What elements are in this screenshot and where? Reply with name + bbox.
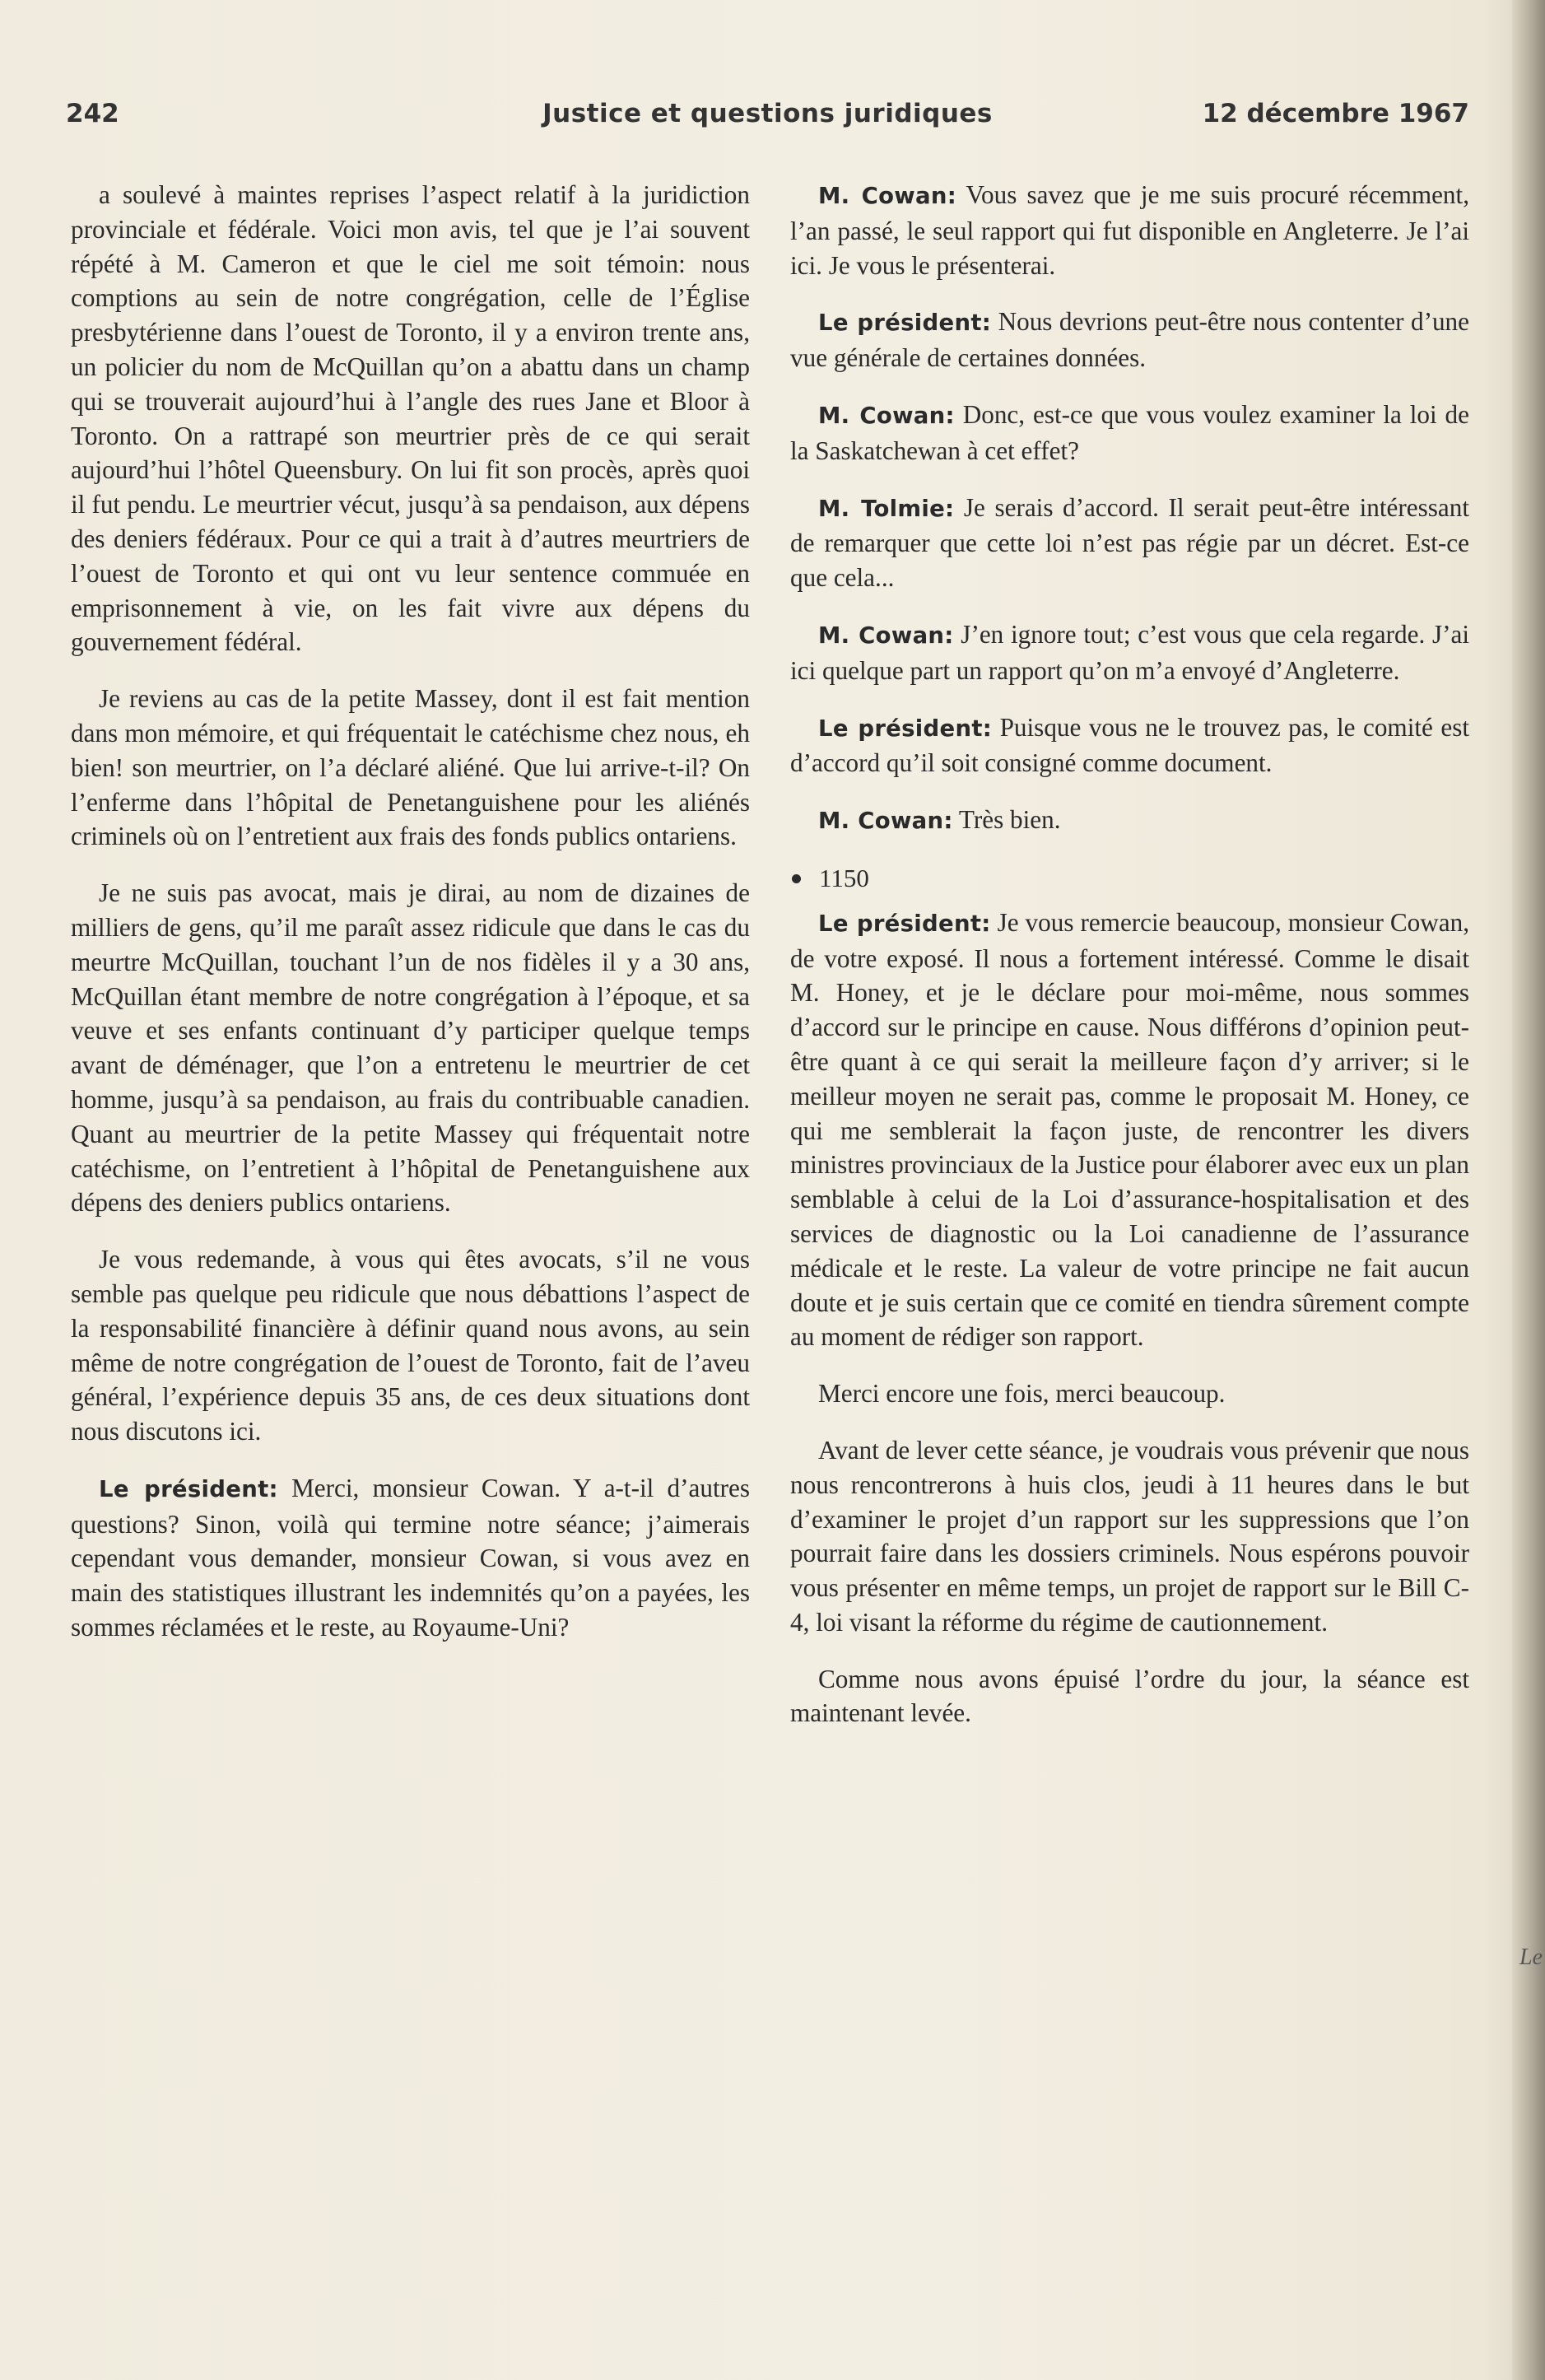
running-title: Justice et questions juridiques [542,99,993,128]
page-number: 242 [66,99,119,128]
speaker-name: M. Tolmie: [818,495,955,522]
paragraph-text: Donc, est-ce que vous voulez examiner la loi de la Saskatchewan à cet effet? [790,399,1469,465]
speaker-name: Le président: [99,1475,278,1502]
bullet-icon [792,874,801,883]
paragraph-text: a soulevé à maintes reprises l’aspect relatif à la juridiction provinciale et fédérale. Voici mon avis, tel que je l’ai souvent répété à M. Cameron et que le ciel me soit témoin: nous comptions au sein de notre congrégation, celle de l’Église presbytérienne dans l’ouest de Toronto, il y a environ trente ans, un policier du nom de McQuillan qu’on a abattu dans un champ qui se trouverait aujourd’hui à l’angle des rues Jane et Bloor à Toronto. On a rattrapé son meurtrier près de ce qui serait aujourd’hui l’hôtel Queensbury. On lui fit son procès, après quoi il fut pendu. Le meurtrier vécut, jusqu’à sa pendaison, aux dépens des deniers fédéraux. Pour ce qui a trait à d’autres meurtriers de l’ouest de Toronto et qui ont vu leur sentence commuée en emprisonnement à vie, on les fait vivre aux dépens du gouvernement fédéral. [71,180,750,657]
page-header [66,99,1469,148]
paragraph-text: Je vous remercie beaucoup, monsieur Cowan, de votre exposé. Il nous a fortement intéressé. Comme le disait M. Honey, et je le déclare pour moi-même, nous sommes d’accord sur le principe en cause. Nous différons d’opinion peut-être quant à ce qui serait la meilleure façon d’y arriver; si le meilleur moyen ne serait pas, comme le proposait M. Honey, ce qui me semblerait la façon juste, de rencontrer les divers ministres provinciaux de la Justice pour élaborer avec eux un plan semblable à celui de la Loi d’assurance-hospitalisation et des services de diagnostic ou la Loi canadienne de l’assurance médicale et le reste. La valeur de votre principe ne fait aucun doute et je suis certain que ce comité en tiendra sûrement compte au moment de rédiger son rapport. [790,907,1469,1352]
speaker-name: M. Cowan: [818,808,953,835]
paragraph [790,1376,1469,1411]
paragraph [790,1433,1469,1640]
time-marker-text: 1150 [819,863,869,892]
book-binding-edge [1512,0,1545,2380]
paragraph-text: Vous savez que je me suis procuré récemment, l’an passé, le seul rapport qui fut disponible en Angleterre. Je l’ai ici. Je vous le présenterai. [790,180,1469,280]
dialogue-paragraph [790,178,1469,282]
speaker-name: M. Cowan: [818,183,956,209]
right-column [790,178,1469,1753]
dialogue-paragraph [790,491,1469,595]
header-date: 12 décembre 1967 [1202,99,1469,128]
margin-annotation: Le [1519,1945,1543,1970]
speaker-name: M. Cowan: [818,622,954,649]
paragraph [71,682,750,854]
paragraph [71,876,750,1220]
paragraph-text: J’en ignore tout; c’est vous que cela regarde. J’ai ici quelque part un rapport qu’on m’a envoyé d’Angleterre. [790,619,1469,685]
paragraph [71,1242,750,1449]
paragraph-text: Je vous redemande, à vous qui êtes avocats, s’il ne vous semble pas quelque peu ridicule que nous débattions l’aspect de la responsabilité financière à définir quand nous avons, au sein même de notre congrégation de l’ouest de Toronto, fait de l’aveu général, l’expérience depuis 35 ans, de ces deux situations dont nous discutons ici. [71,1245,750,1446]
paragraph-text: Merci encore une fois, merci beaucoup. [818,1379,1226,1409]
speaker-name: Le président: [818,715,993,742]
time-marker [790,861,1469,896]
paragraph-text: Très bien. [952,805,1061,835]
paragraph [790,1662,1469,1731]
speaker-name: M. Cowan: [818,402,955,429]
speaker-name: Le président: [818,310,992,337]
paragraph-text: Avant de lever cette séance, je voudrais vous prévenir que nous nous rencontrerons à huis clos, jeudi à 11 heures dans le but d’examiner le projet d’un rapport sur les suppressions que l’on pourrait faire dans les dossiers criminels. Nous espérons pouvoir vous présenter en même temps, un projet de rapport sur le Bill C-4, loi visant la réforme du régime de cautionnement. [790,1435,1469,1637]
dialogue-paragraph [71,1471,750,1645]
dialogue-paragraph [790,710,1469,781]
dialogue-paragraph [790,803,1469,839]
paragraph-text: Puisque vous ne le trouvez pas, le comité est d’accord qu’il soit consigné comme document. [790,712,1469,778]
paragraph-text: Nous devrions peut-être nous contenter d’une vue générale de certaines données. [790,307,1469,373]
dialogue-paragraph [790,398,1469,468]
paragraph [71,178,750,659]
paragraph-text: Je reviens au cas de la petite Massey, dont il est fait mention dans mon mémoire, et qui fréquentait le catéchisme chez nous, eh bien! son meurtrier, on l’a déclaré aliéné. Que lui arrive-t-il? On l’enferme dans l’hôpital de Penetanguishene pour les aliénés criminels où on l’entretient aux frais des fonds publics ontariens. [71,684,750,851]
paragraph-text: Je serais d’accord. Il serait peut-être intéressant de remarquer que cette loi n’est pas régie par un décret. Est-ce que cela... [790,492,1470,593]
dialogue-paragraph [790,305,1469,375]
dialogue-paragraph [790,906,1469,1354]
paragraph-text: Comme nous avons épuisé l’ordre du jour, la séance est maintenant levée. [790,1664,1469,1728]
left-column [71,178,750,1667]
dialogue-paragraph [790,617,1469,688]
speaker-name: Le président: [818,910,991,937]
paragraph-text: Je ne suis pas avocat, mais je dirai, au nom de dizaines de milliers de gens, qu’il me paraît assez ridicule que dans le cas du meurtre McQuillan, touchant l’un de nos fidèles il y a 30 ans, McQuillan étant membre de notre congrégation à l’époque, et sa veuve et ses enfants continuant d’y participer quelque temps avant de déménager, que l’on a entretenu le meurtrier de cet homme, jusqu’à sa pendaison, au frais du contribuable canadien. Quant au meurtrier de la petite Massey qui fréquentait notre catéchisme, on l’entretient à l’hôpital de Penetanguishene aux dépens des deniers publics ontariens. [71,878,750,1218]
paragraph-text: Merci, monsieur Cowan. Y a-t-il d’autres questions? Sinon, voilà qui termine notre séance; j’aimerais cependant vous demander, monsieur Cowan, si vous avez en main des statistiques illustrant les indemnités qu’on a payées, les sommes réclamées et le reste, au Royaume-Uni? [71,1473,750,1642]
